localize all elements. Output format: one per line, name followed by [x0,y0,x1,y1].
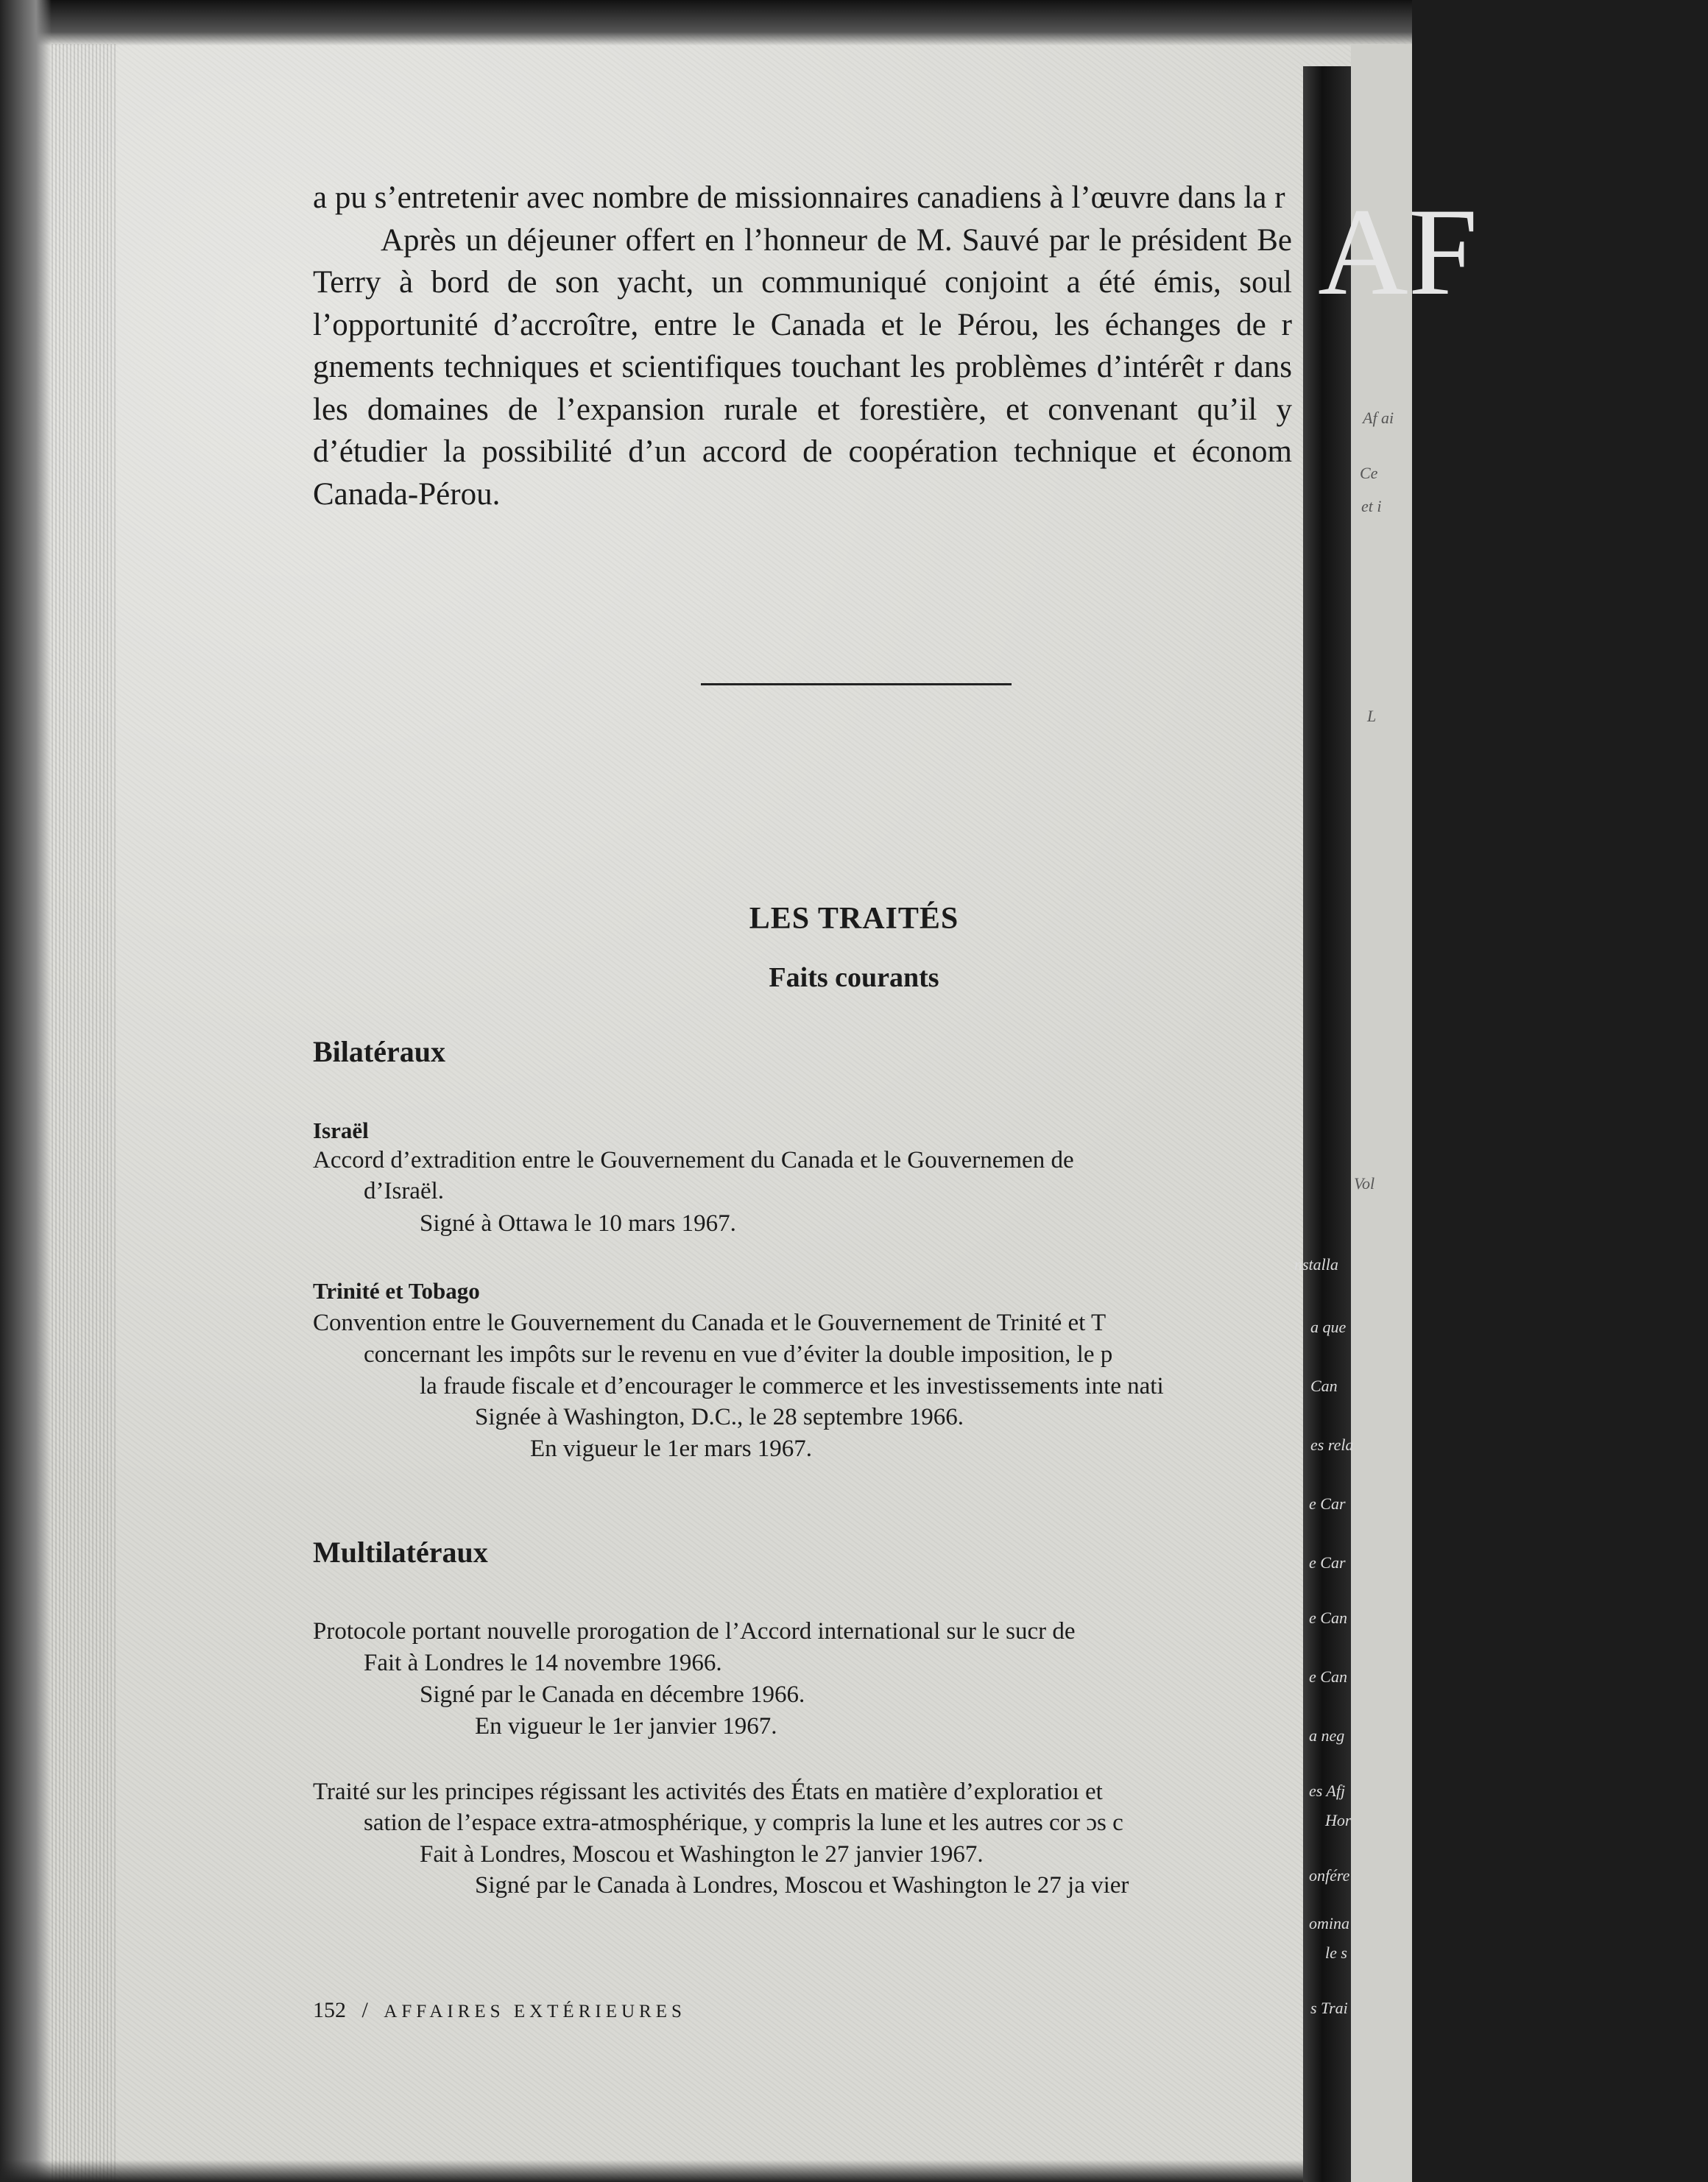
treaty-signed: Signée à Washington, D.C., le 28 septembre 1966. [475,1404,964,1430]
spine-fragment: e Car [1309,1553,1346,1572]
section-subtitle: Faits courants [769,962,939,993]
footer-separator: / [361,1998,368,2022]
treaty-signed: Signé à Ottawa le 10 mars 1967. [420,1210,736,1237]
spine-fragment: e Car [1309,1494,1346,1513]
adjacent-big-letters: AF [1318,183,1478,321]
publication-name: AFFAIRES EXTÉRIEURES [384,2002,686,2022]
spine-fragment: a que [1310,1318,1347,1336]
adjacent-fragment: Vol [1354,1174,1375,1193]
spine-fragment: onfére [1309,1866,1350,1885]
treaty-line: la fraude fiscale et d’encourager le commerce et les investissements inte nati [420,1373,1164,1399]
adjacent-fragment: L [1367,707,1377,725]
treaty-signed: Signé par le Canada à Londres, Moscou et Washington le 27 ja vier [475,1872,1129,1899]
treaty-line: Traité sur les principes régissant les activités des États en matière d’exploratioı et [313,1779,1103,1805]
spine-fragment: nstalla [1294,1255,1338,1274]
spine-fragment: s Trai [1310,1999,1348,2017]
treaty-in-force: En vigueur le 1er mars 1967. [530,1436,813,1462]
adjacent-fragment: Af ai [1363,409,1394,427]
treaty-signed: Signé par le Canada en décembre 1966. [420,1681,805,1708]
treaty-done: Fait à Londres, Moscou et Washington le 27 janvier 1967. [420,1841,984,1868]
spine-fragment: Can [1310,1377,1338,1395]
body-paragraph: Après un déjeuner offert en l’honneur de M. Sauvé par le président Be Terry à bord de son yacht, un communiqué conjoint a été émis, soul l’opportunité d’accroître, entre le Canada et le Pérou, les échanges de r gnements techniques et scientifiques touchant les problèmes d’intérêt r dans les domaines de l’expansion rurale et forestière, et convenant qu’il y d’étudier la possibilité d’un accord de coopération technique et économ Canada-Pérou. [313,222,1292,512]
page-footer [313,1998,686,2023]
article-body [313,177,1292,515]
treaty-in-force: En vigueur le 1er janvier 1967. [475,1713,777,1740]
treaty-line: Convention entre le Gouvernement du Canada et le Gouvernement de Trinité et T [313,1310,1107,1336]
spine-fragment: le s [1325,1943,1347,1962]
section-divider [701,683,1012,685]
scan-left-shadow [0,0,52,2182]
adjacent-fragment: Ce [1360,464,1378,482]
treaty-line: concernant les impôts sur le revenu en vue d’éviter la double imposition, le p [364,1341,1113,1368]
treaty-line: d’Israël. [364,1178,445,1204]
country-heading-israel: Israël [313,1118,369,1143]
scan-bottom-shadow [0,2160,1412,2182]
country-heading-trinidad: Trinité et Tobago [313,1278,480,1304]
spine-fragment: e Can [1309,1667,1347,1686]
spine-fragment: a neg [1309,1726,1345,1745]
treaty-line: Protocole portant nouvelle prorogation de l’Accord international sur le sucr de [313,1618,1076,1645]
body-paragraph: a pu s’entretenir avec nombre de missionnaires canadiens à l’œuvre dans la r [313,180,1285,215]
multilateral-heading: Multilatéraux [313,1536,488,1569]
spine-fragment: es rela [1310,1436,1354,1454]
spine-fragment: omina [1309,1914,1349,1932]
spine-fragment: es Afj [1309,1782,1346,1800]
scan-top-shadow [0,0,1412,46]
section-title: LES TRAITÉS [749,902,959,936]
scan-left-gutter [52,44,118,2182]
adjacent-fragment: et i [1361,497,1382,515]
treaty-line: sation de l’espace extra-atmosphérique, y compris la lune et les autres cor ɔs c [364,1809,1123,1836]
treaty-done: Fait à Londres le 14 novembre 1966. [364,1650,722,1676]
spine-fragment: Hor [1325,1811,1352,1829]
treaty-line: Accord d’extradition entre le Gouvernement du Canada et le Gouvernemen de [313,1147,1074,1173]
bilateral-heading: Bilatéraux [313,1035,445,1068]
spine-fragment: e Can [1309,1609,1347,1627]
book-spine [1303,66,1354,2182]
page-number: 152 [313,1998,346,2022]
